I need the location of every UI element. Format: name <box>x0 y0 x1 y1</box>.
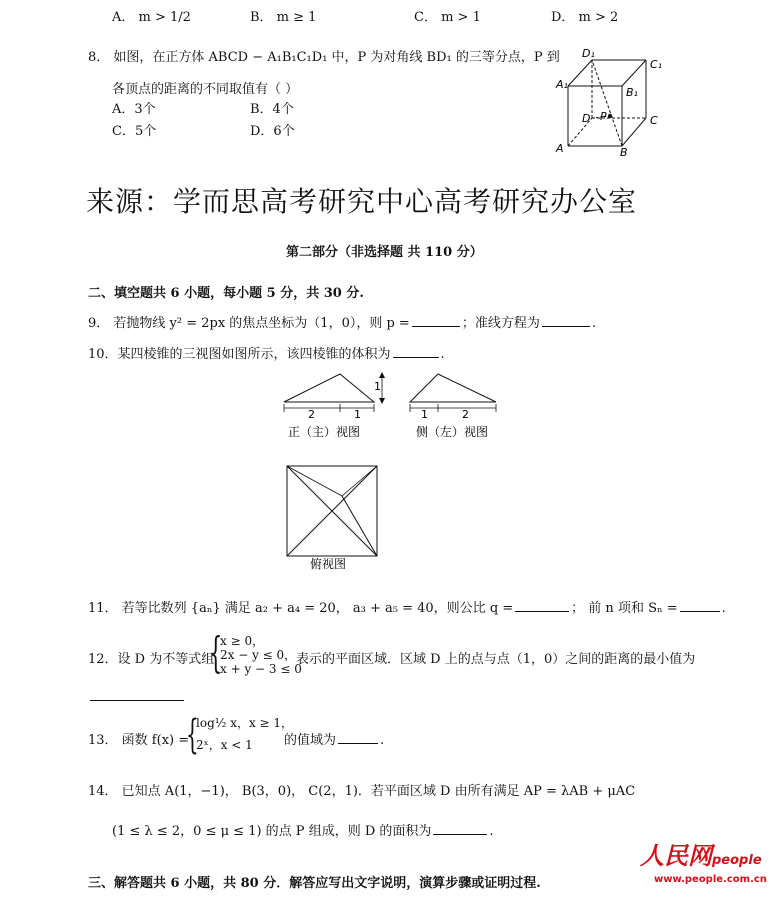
q7-option-b: B． m ≥ 1 <box>250 10 317 25</box>
q12-ineq-3: x + y − 3 ≤ 0 <box>220 662 302 676</box>
q13-brace: { <box>186 712 199 758</box>
cube-label-b: B <box>620 146 628 159</box>
top-view-label: 俯视图 <box>310 557 347 571</box>
q13-lead: 13． 函数 f(x) = <box>88 733 190 748</box>
section2-heading: 二、填空题共 6 小题，每小题 5 分，共 30 分. <box>88 286 364 301</box>
q12-inequality-system <box>220 634 302 676</box>
cube-label-d1: D₁ <box>582 47 595 60</box>
q12-tail: 表示的平面区域．区域 D 上的点与点（1，0）之间的距离的最小值为 <box>296 652 696 667</box>
cube-label-p: P <box>600 110 607 123</box>
q8-option-c: C．5个 <box>112 124 157 139</box>
q13-case-2: 2ˣ，x < 1 <box>196 738 253 752</box>
q12-ineq-1: x ≥ 0， <box>220 634 265 648</box>
q9-answer-blank-1[interactable] <box>412 314 460 327</box>
q11-answer-blank-1[interactable] <box>515 599 569 612</box>
q14-answer-blank[interactable] <box>433 822 487 835</box>
watermark-brand <box>640 836 762 871</box>
cube-figure <box>548 44 678 160</box>
question-10: 10．某四棱锥的三视图如图所示，该四棱锥的体积为 . <box>88 347 445 362</box>
q8-option-d: D．6个 <box>250 124 295 139</box>
q11-answer-blank-2[interactable] <box>680 599 720 612</box>
front-dim-1: 1 <box>354 408 361 421</box>
front-height-1: 1 <box>374 380 381 393</box>
cube-label-c1: C₁ <box>650 58 663 71</box>
q7-option-d: D． m > 2 <box>551 10 619 25</box>
q8-line1: 8． 如图，在正方体 ABCD − A₁B₁C₁D₁ 中，P 为对角线 BD₁ 的三等分点，P 到 <box>88 50 560 65</box>
question-11: 11． 若等比数列 {aₙ} 满足 a₂ + a₄ = 20， a₃ + a₅ = 40，则公比 q = ； 前 n 项和 Sₙ = . <box>88 601 726 616</box>
front-dim-2: 2 <box>308 408 315 421</box>
q13-answer-blank[interactable] <box>338 731 378 744</box>
q12-brace: { <box>209 628 223 677</box>
cube-label-d: D <box>582 112 591 125</box>
q12-lead: 12．设 D 为不等式组 <box>88 652 215 667</box>
side-dim-2: 2 <box>462 408 469 421</box>
part2-title: 第二部分（非选择题 共 110 分） <box>286 245 483 260</box>
q13-case-1: log½ x，x ≥ 1， <box>196 716 294 730</box>
front-view-label: 正（主）视图 <box>288 425 361 439</box>
cube-label-a1: A₁ <box>556 78 568 91</box>
q9-answer-blank-2[interactable] <box>542 314 590 327</box>
people-watermark <box>640 836 768 890</box>
q13-tail: 的值域为 . <box>284 733 385 748</box>
source-banner: 来源：学而思高考研究中心高考研究办公室 <box>86 185 638 218</box>
q10-answer-blank[interactable] <box>393 345 439 358</box>
cube-label-c: C <box>650 114 658 127</box>
q13-piecewise <box>196 716 293 752</box>
watermark-brand-cn: 人民网 <box>640 842 712 870</box>
side-view-label: 侧（左）视图 <box>416 425 489 439</box>
q8-option-b: B．4个 <box>250 102 294 117</box>
section3-heading: 三、解答题共 6 小题，共 80 分．解答应写出文字说明，演算步骤或证明过程. <box>88 876 541 891</box>
cube-label-a: A <box>556 142 564 155</box>
side-dim-1: 1 <box>421 408 428 421</box>
q12-answer-blank[interactable] <box>88 688 186 705</box>
q7-option-a: A． m > 1/2 <box>112 10 191 25</box>
watermark-brand-en: people <box>712 853 762 868</box>
q14-line2: (1 ≤ λ ≤ 2，0 ≤ μ ≤ 1) 的点 P 组成，则 D 的面积为 . <box>112 824 494 839</box>
cube-label-b1: B₁ <box>626 86 638 99</box>
q14-line1: 14． 已知点 A(1，−1)， B(3，0)， C(2，1)．若平面区域 D 由所有满足 AP = λAB + μAC <box>88 784 636 799</box>
q12-ineq-2: 2x − y ≤ 0， <box>220 648 297 662</box>
question-9: 9． 若抛物线 y² = 2px 的焦点坐标为（1，0），则 p = ；准线方程为 . <box>88 316 596 331</box>
three-view-figure <box>278 368 508 574</box>
watermark-url: www.people.com.cn <box>654 874 767 885</box>
q8-option-a: A．3个 <box>112 102 156 117</box>
q8-line2: 各顶点的距离的不同取值有（ ） <box>112 82 299 97</box>
q7-option-c: C． m > 1 <box>414 10 481 25</box>
